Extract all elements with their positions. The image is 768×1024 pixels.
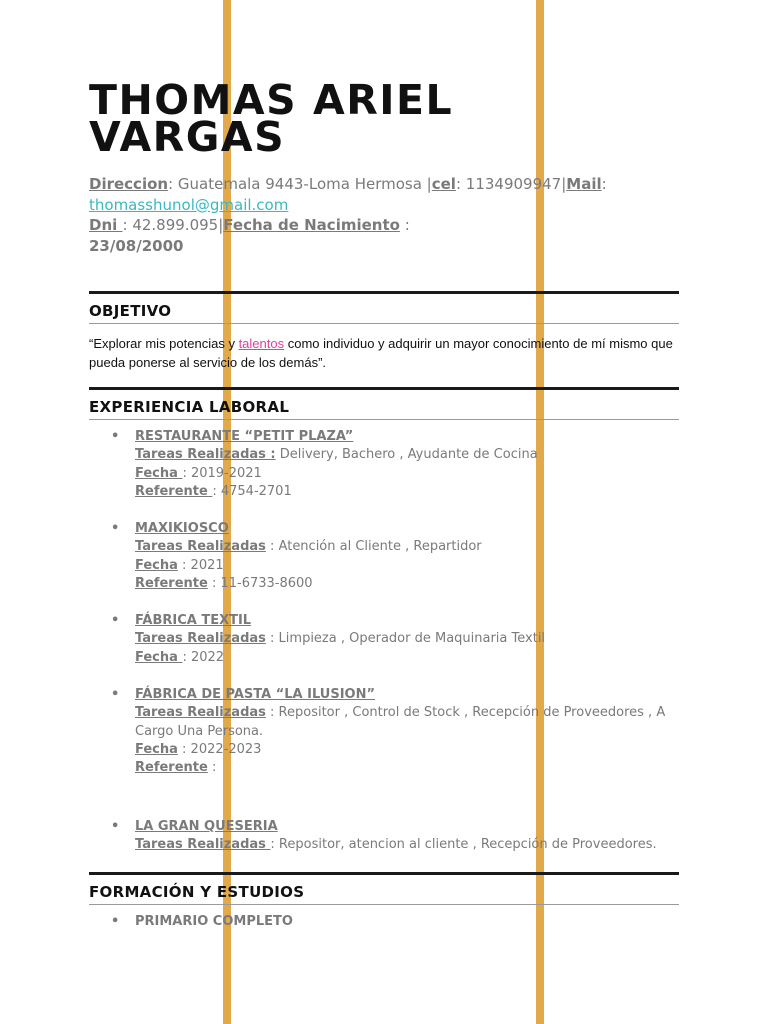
bullet: • <box>111 819 120 834</box>
bullet: • <box>111 521 120 536</box>
objective-text <box>89 334 679 372</box>
experience-section-header <box>89 387 679 420</box>
objective-text-end: como individuo y adquirir un mayor conocimiento de mí mismo que pueda ponerse al servicio de los demás”. <box>89 336 673 370</box>
job-title: RESTAURANTE “PETIT PLAZA” <box>135 429 354 444</box>
job-title: LA GRAN QUESERIA <box>135 819 278 834</box>
objective-text-start: “Explorar mis potencias y <box>89 336 239 351</box>
dob-sep: : <box>399 216 410 234</box>
name-line-1: THOMAS ARIEL <box>89 76 454 124</box>
candidate-name <box>89 76 454 161</box>
reference-value: : 4754-2701 <box>212 483 292 499</box>
reference-label: Referente <box>135 483 213 499</box>
bullet: • <box>111 613 120 628</box>
objective-section-header <box>89 291 679 324</box>
email-link[interactable]: thomasshunol@gmail.com <box>89 195 289 214</box>
dni-value: : 42.899.095| <box>122 216 224 234</box>
tasks-label: Tareas Realizadas <box>135 631 266 647</box>
reference-value: : 11-6733-8600 <box>207 575 313 591</box>
cel-value: : 1134909947| <box>455 175 567 193</box>
reference-value: : <box>207 760 217 776</box>
cel-label: cel <box>431 175 456 193</box>
tasks-label: Tareas Realizadas <box>135 837 271 853</box>
date-label: Fecha <box>135 465 183 481</box>
bullet: • <box>111 429 120 444</box>
address-label: Direccion <box>89 175 169 193</box>
tasks-label-sep: : <box>270 447 276 463</box>
tasks-label <box>135 447 276 462</box>
job-title: FÁBRICA DE PASTA “LA ILUSION” <box>135 687 376 702</box>
job-title: MAXIKIOSCO <box>135 521 229 536</box>
date-label: Fecha <box>135 649 183 665</box>
tasks-label-text: Tareas Realizadas <box>135 447 271 463</box>
date-label: Fecha <box>135 557 178 573</box>
experience-heading: EXPERIENCIA LABORAL <box>89 398 290 416</box>
bullet: • <box>111 687 120 702</box>
dob-value: 23/08/2000 <box>89 236 184 255</box>
tasks-value: : Repositor , Control de Stock , Recepción de Proveedores , A Cargo Una Persona. <box>135 705 666 739</box>
objective-heading: OBJETIVO <box>89 302 172 320</box>
tasks-label: Tareas Realizadas <box>135 705 266 721</box>
education-item-label: PRIMARIO COMPLETO <box>135 914 293 929</box>
dni-label: Dni <box>89 216 123 234</box>
decorative-vertical-line-right <box>536 0 544 1024</box>
mail-label: Mail <box>566 175 602 193</box>
job-title: FÁBRICA TEXTIL <box>135 613 252 628</box>
objective-highlight-link[interactable]: talentos <box>238 336 285 351</box>
date-value: : 2021 <box>177 557 224 573</box>
education-section-header <box>89 872 679 905</box>
date-value: : 2022 <box>182 649 225 665</box>
reference-label: Referente <box>135 575 208 591</box>
reference-label: Referente <box>135 760 208 776</box>
date-label: Fecha <box>135 741 178 757</box>
date-value: : 2022-2023 <box>177 741 262 757</box>
tasks-label: Tareas Realizadas <box>135 539 266 555</box>
name-line-2: VARGAS <box>89 113 286 161</box>
tasks-value: : Repositor, atencion al cliente , Recepción de Proveedores. <box>270 837 657 853</box>
dob-label: Fecha de Nacimiento <box>223 216 400 234</box>
tasks-value: : Limpieza , Operador de Maquinaria Textil <box>265 631 546 647</box>
tasks-value: : Atención al Cliente , Repartidor <box>265 539 482 555</box>
tasks-value: Delivery, Bachero , Ayudante de Cocina <box>275 447 538 463</box>
mail-sep: : <box>601 175 607 193</box>
date-value: : 2019-2021 <box>182 465 262 481</box>
education-heading: FORMACIÓN Y ESTUDIOS <box>89 883 305 901</box>
bullet: • <box>111 914 120 929</box>
address-value: : Guatemala 9443-Loma Hermosa | <box>168 175 432 193</box>
contact-block <box>89 174 679 256</box>
